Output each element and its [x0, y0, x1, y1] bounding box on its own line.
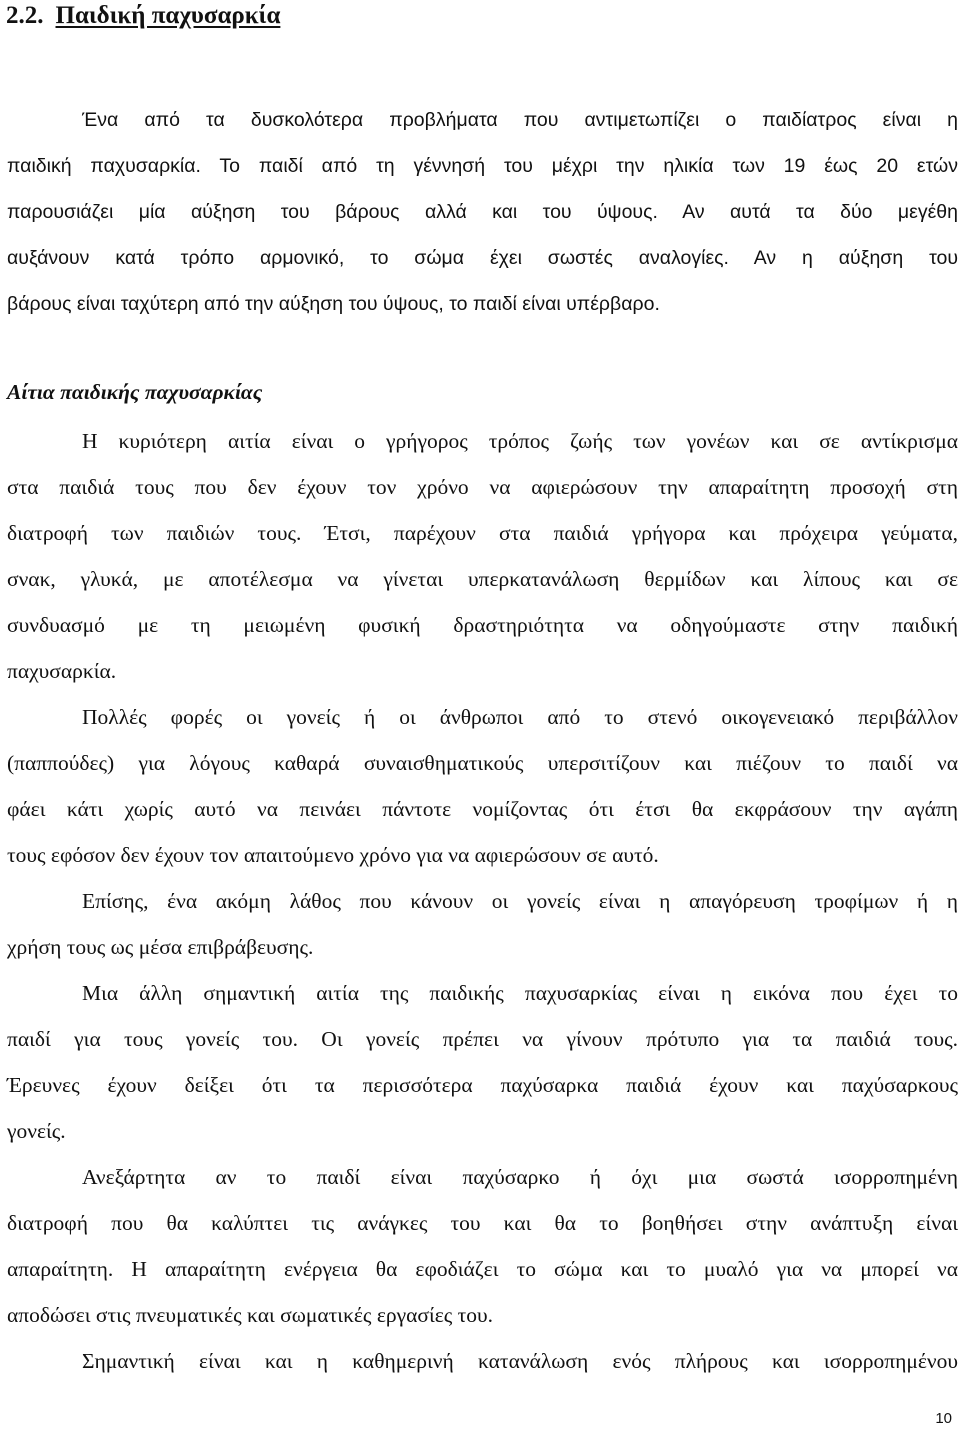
causes-subheading: Αίτια παιδικής παχυσαρκίας: [7, 380, 263, 404]
body-line-20: αποδώσει στις πνευματικές και σωματικές εργασίες του.: [7, 1303, 494, 1327]
body-line-9: φάει κάτι χωρίς αυτό να πεινάει πάντοτε νομίζοντας ότι έτσι θα εκφράσουν την αγάπη: [7, 797, 958, 821]
body-line-6: παχυσαρκία.: [7, 659, 117, 683]
body-line-3: διατροφή των παιδιών τους. Έτσι, παρέχουν στα παιδιά γρήγορα και πρόχειρα γεύματα,: [7, 521, 958, 545]
section-heading: [6, 2, 280, 30]
intro-line-2: παιδική παχυσαρκία. Το παιδί από τη γέννησή του μέχρι την ηλικία των 19 έως 20 ετών: [7, 155, 958, 177]
body-line-11: Επίσης, ένα ακόμη λάθος που κάνουν οι γονείς είναι η απαγόρευση τροφίμων ή η: [82, 889, 958, 913]
body-line-19: απαραίτητη. Η απαραίτητη ενέργεια θα εφοδιάζει το σώμα και το μυαλό για να μπορεί να: [7, 1257, 958, 1281]
body-line-8: (παππούδες) για λόγους καθαρά συναισθηματικούς υπερσιτίζουν και πιέζουν το παιδί να: [7, 751, 958, 775]
body-line-10: τους εφόσον δεν έχουν τον απαιτούμενο χρόνο για να αφιερώσουν σε αυτό.: [7, 843, 659, 867]
body-line-12: χρήση τους ως μέσα επιβράβευσης.: [7, 935, 314, 959]
body-line-15: Έρευνες έχουν δείξει ότι τα περισσότερα παχύσαρκα παιδιά έχουν και παχύσαρκους: [7, 1073, 958, 1097]
body-line-1: Η κυριότερη αιτία είναι ο γρήγορος τρόπος ζωής των γονέων και σε αντίκρισμα: [82, 429, 958, 453]
body-line-7: Πολλές φορές οι γονείς ή οι άνθρωποι από το στενό οικογενειακό περιβάλλον: [82, 705, 958, 729]
page-number: 10: [935, 1410, 952, 1427]
body-line-21: Σημαντική είναι και η καθημερινή κατανάλωση ενός πλήρους και ισορροπημένου: [82, 1349, 958, 1373]
body-line-2: στα παιδιά τους που δεν έχουν τον χρόνο να αφιερώσουν την απαραίτητη προσοχή στη: [7, 475, 958, 499]
body-line-16: γονείς.: [7, 1119, 66, 1143]
body-line-14: παιδί για τους γονείς του. Οι γονείς πρέπει να γίνουν πρότυπο για τα παιδιά τους.: [7, 1027, 958, 1051]
section-title: Παιδική παχυσαρκία: [55, 2, 281, 29]
intro-line-4: αυξάνουν κατά τρόπο αρμονικό, το σώμα έχει σωστές αναλογίες. Αν η αύξηση του: [7, 247, 958, 269]
body-line-5: συνδυασμό με τη μειωμένη φυσική δραστηριότητα να οδηγούμαστε στην παιδική: [7, 613, 958, 637]
intro-line-1: Ένα από τα δυσκολότερα προβλήματα που αντιμετωπίζει ο παιδίατρος είναι η: [82, 109, 958, 131]
body-line-4: σνακ, γλυκά, με αποτέλεσμα να γίνεται υπερκατανάλωση θερμίδων και λίπους και σε: [7, 567, 958, 591]
intro-line-3: παρουσιάζει μία αύξηση του βάρους αλλά και του ύψους. Αν αυτά τα δύο μεγέθη: [7, 201, 958, 223]
intro-line-5: βάρους είναι ταχύτερη από την αύξηση του ύψους, το παιδί είναι υπέρβαρο.: [7, 293, 660, 315]
body-line-13: Μια άλλη σημαντική αιτία της παιδικής παχυσαρκίας είναι η εικόνα που έχει το: [82, 981, 958, 1005]
section-number: 2.2.: [6, 2, 44, 29]
body-line-17: Ανεξάρτητα αν το παιδί είναι παχύσαρκο ή όχι μια σωστά ισορροπημένη: [82, 1165, 958, 1189]
body-line-18: διατροφή που θα καλύπτει τις ανάγκες του και θα το βοηθήσει στην ανάπτυξη είναι: [7, 1211, 958, 1235]
